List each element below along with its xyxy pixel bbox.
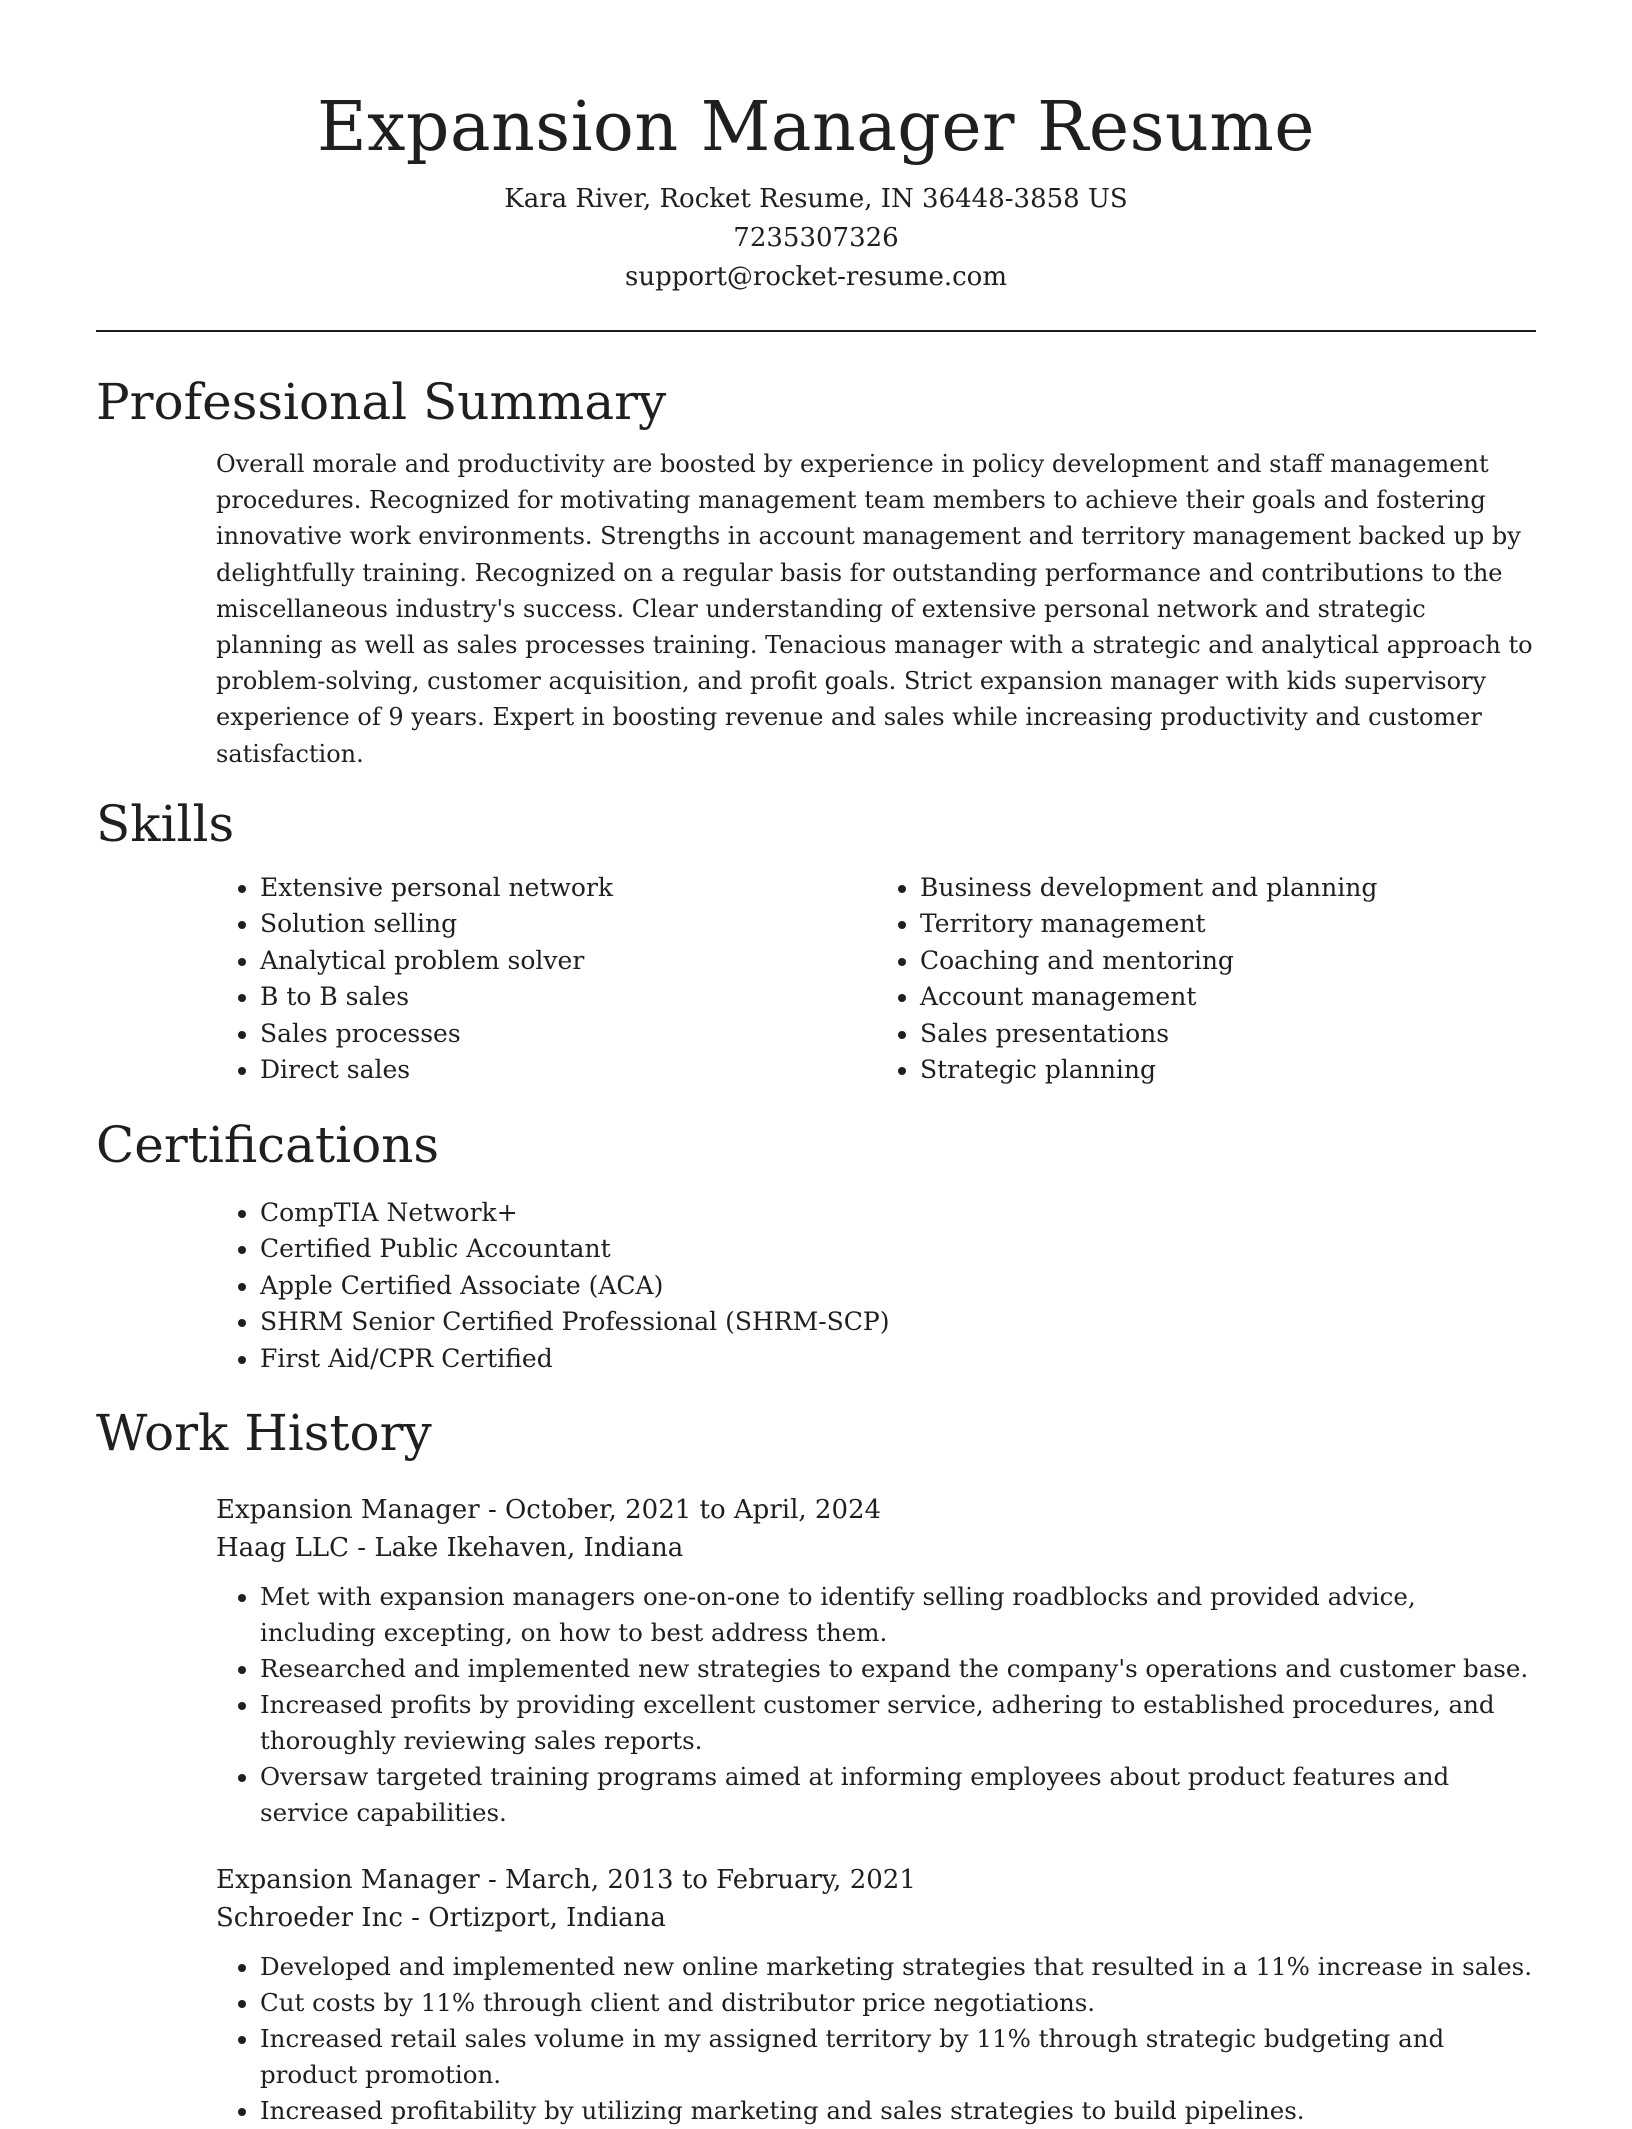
professional-summary-section: [96, 370, 1536, 772]
contact-block: [96, 180, 1536, 297]
skill-item: • Extensive personal network: [260, 870, 876, 907]
section-heading-skills: Skills: [96, 794, 235, 853]
skills-list-left: [216, 870, 876, 1089]
job-title-line: Expansion Manager - October, 2021 to April, 2024: [216, 1495, 882, 1526]
summary-text: Overall morale and productivity are boosted by experience in policy development and staff management procedures. Recognized for motivating management team members to achieve their goals and fostering innovative work environments. Strengths in account management and territory management backed up by delightfully training. Recognized on a regular basis for outstanding performance and contributions to the miscellaneous industry's success. Clear understanding of extensive personal network and strategic planning as well as sales processes training. Tenacious manager with a strategic and analytical approach to problem-solving, customer acquisition, and profit goals. Strict expansion manager with kids supervisory experience of 9 years. Expert in boosting revenue and sales while increasing productivity and customer satisfaction.: [216, 450, 1533, 768]
resume-header: [96, 0, 1536, 297]
skill-item: • Business development and planning: [920, 870, 1536, 907]
skill-item: • Sales presentations: [920, 1016, 1536, 1053]
skill-item: • Sales processes: [260, 1016, 876, 1053]
job-company-line: Haag LLC - Lake Ikehaven, Indiana: [216, 1533, 684, 1564]
job-title-line: Expansion Manager - March, 2013 to February, 2021: [216, 1865, 916, 1896]
skills-columns: [216, 870, 1536, 1089]
skills-section: [96, 792, 1536, 1089]
skill-item: • Analytical problem solver: [260, 943, 876, 980]
certifications-section: [96, 1113, 1536, 1378]
section-heading-work-history: Work History: [96, 1404, 432, 1463]
skill-item: • Solution selling: [260, 906, 876, 943]
job-entry: [216, 1491, 1536, 1831]
certification-item: • CompTIA Network+: [260, 1195, 1536, 1232]
contact-email: support@rocket-resume.com: [624, 262, 1007, 292]
job-bullet: • Increased profitability by utilizing marketing and sales strategies to build pipelines.: [260, 2093, 1536, 2129]
job-bullets: [216, 1579, 1536, 1831]
job-entry: [216, 1861, 1536, 2129]
job-bullet: • Oversaw targeted training programs aimed at informing employees about product features and service capabilities.: [260, 1759, 1536, 1831]
contact-phone: 7235307326: [733, 223, 899, 253]
job-company-line: Schroeder Inc - Ortizport, Indiana: [216, 1903, 666, 1934]
certification-item: • First Aid/CPR Certified: [260, 1341, 1536, 1378]
contact-address: Kara River, Rocket Resume, IN 36448-3858 US: [504, 184, 1128, 214]
work-history-section: [96, 1401, 1536, 2129]
job-bullet: • Cut costs by 11% through client and distributor price negotiations.: [260, 1985, 1536, 2021]
header-divider: [96, 330, 1536, 332]
skill-item: • Territory management: [920, 906, 1536, 943]
skill-item: • Strategic planning: [920, 1052, 1536, 1089]
skill-item: • Direct sales: [260, 1052, 876, 1089]
skill-item: • Account management: [920, 979, 1536, 1016]
job-bullet: • Met with expansion managers one-on-one to identify selling roadblocks and provided advice, including excepting, on how to best address them.: [260, 1579, 1536, 1651]
job-bullet: • Increased profits by providing excellent customer service, adhering to established procedures, and thoroughly reviewing sales reports.: [260, 1687, 1536, 1759]
certifications-list: [216, 1195, 1536, 1378]
section-heading-summary: Professional Summary: [96, 373, 667, 431]
job-bullet: • Developed and implemented new online marketing strategies that resulted in a 11% increase in sales.: [260, 1949, 1536, 1985]
certification-item: • Certified Public Accountant: [260, 1231, 1536, 1268]
job-bullet: • Increased retail sales volume in my assigned territory by 11% through strategic budgeting and product promotion.: [260, 2021, 1536, 2093]
resume-page: [96, 0, 1536, 2129]
certification-item: • SHRM Senior Certified Professional (SHRM-SCP): [260, 1304, 1536, 1341]
skill-item: • B to B sales: [260, 979, 876, 1016]
resume-title: Expansion Manager Resume: [316, 88, 1316, 167]
skill-item: • Coaching and mentoring: [920, 943, 1536, 980]
job-bullet: • Researched and implemented new strategies to expand the company's operations and customer base.: [260, 1651, 1536, 1687]
skills-list-right: [876, 870, 1536, 1089]
certifications-list-wrap: [216, 1195, 1536, 1378]
job-bullets: [216, 1949, 1536, 2129]
certification-item: • Apple Certified Associate (ACA): [260, 1268, 1536, 1305]
section-heading-certifications: Certifications: [96, 1115, 440, 1174]
